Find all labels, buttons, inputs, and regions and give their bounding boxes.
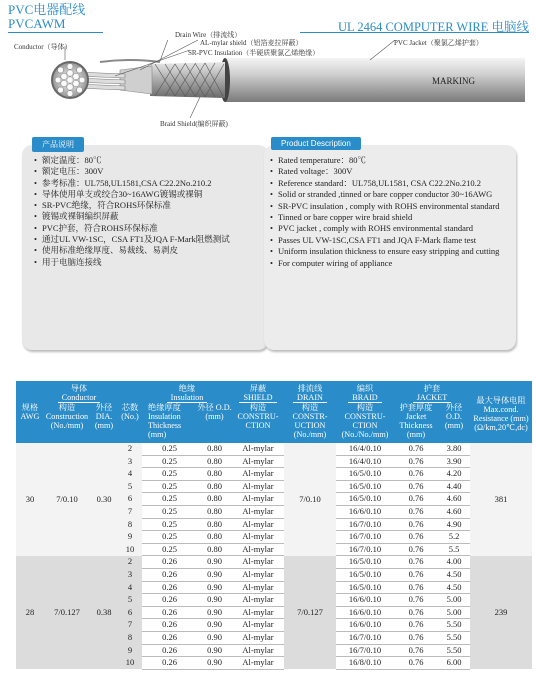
ins-thickness-cell: 0.26 — [142, 594, 197, 607]
ins-thickness-cell: 0.25 — [142, 480, 197, 493]
ins-thickness-cell: 0.25 — [142, 443, 197, 455]
cores-cell: 4 — [118, 468, 142, 481]
conductor-group-header: 导体 Conductor — [16, 381, 142, 403]
shield-cell: Al-mylar — [232, 556, 284, 569]
ins-od-cell: 0.90 — [197, 644, 232, 657]
jacket-od-cell: 4.90 — [438, 518, 470, 531]
awg-header: 规格 AWG — [16, 403, 44, 443]
jacket-od-cell: 5.50 — [438, 619, 470, 632]
cores-cell: 7 — [118, 505, 142, 518]
list-item: • 使用标准绝缘厚度、易裁线、易剥皮 — [34, 245, 262, 256]
cores-cell: 7 — [118, 619, 142, 632]
callout-pvc-jacket: PVC Jacket（聚氯乙烯护套） — [394, 39, 483, 47]
braid-cell: 16/5/0.10 — [336, 581, 394, 594]
shield-cell: Al-mylar — [232, 657, 284, 670]
braid-cell: 16/7/0.10 — [336, 644, 394, 657]
callout-drain: Drain Wire（排流线） — [175, 31, 242, 39]
jacket-od-cell: 5.00 — [438, 606, 470, 619]
ins-thickness-cell: 0.26 — [142, 657, 197, 670]
resistance-cell: 239 — [470, 556, 532, 669]
ins-od-cell: 0.90 — [197, 568, 232, 581]
jacket-thickness-cell: 0.76 — [394, 518, 438, 531]
shield-cell: Al-mylar — [232, 644, 284, 657]
jacket-thickness-cell: 0.76 — [394, 581, 438, 594]
ins-od-cell: 0.80 — [197, 543, 232, 556]
list-item: • 参考标准：UL758,UL1581,CSA C22.2No.210.2 — [34, 178, 262, 189]
braid-cell: 16/6/0.10 — [336, 606, 394, 619]
page-subtitle: PVCAWM — [8, 16, 66, 31]
cn-feature-list — [34, 155, 262, 268]
en-feature-list — [270, 155, 508, 269]
dia-cell: 0.30 — [90, 443, 118, 556]
shield-cell: Al-mylar — [232, 493, 284, 506]
jacket-od-cell: 6.00 — [438, 657, 470, 670]
cores-cell: 2 — [118, 556, 142, 569]
shield-cell: Al-mylar — [232, 594, 284, 607]
shield-cell: Al-mylar — [232, 606, 284, 619]
jacket-thickness-cell: 0.76 — [394, 493, 438, 506]
insulation-group-header: 绝缘 Insulation — [142, 381, 232, 403]
construction-cell: 7/0.127 — [44, 556, 90, 669]
awg-30-group — [16, 443, 532, 556]
list-item: • PVC jacket , comply with ROHS environmental standard — [270, 223, 508, 234]
jacket-od-cell: 4.60 — [438, 505, 470, 518]
braid-cell: 16/7/0.10 — [336, 518, 394, 531]
table-row — [16, 556, 532, 569]
callout-conductor: Conductor（导体） — [14, 43, 72, 51]
resistance-header: 最大导体电阻 Max.cond. Resistance (mm)(Ω/km,20℃,dc) — [470, 381, 532, 443]
ins-od-cell: 0.80 — [197, 443, 232, 455]
shield-cell: Al-mylar — [232, 581, 284, 594]
jacket-od-cell: 5.5 — [438, 543, 470, 556]
construction-header: 构造 Construction (No./mm) — [44, 403, 90, 443]
ins-thickness-cell: 0.26 — [142, 631, 197, 644]
ins-thickness-cell: 0.25 — [142, 493, 197, 506]
ins-thickness-cell: 0.25 — [142, 505, 197, 518]
spec-table — [16, 381, 532, 670]
cores-cell: 8 — [118, 518, 142, 531]
shield-cell: Al-mylar — [232, 518, 284, 531]
ins-thickness-cell: 0.26 — [142, 619, 197, 632]
list-item: • Solid or stranded ,tinned or bare copper conductor 30~16AWG — [270, 189, 508, 200]
cores-cell: 2 — [118, 443, 142, 455]
braid-cell: 16/5/0.10 — [336, 468, 394, 481]
ins-od-cell: 0.90 — [197, 631, 232, 644]
callout-braid: Braid Shield(编织屏蔽) — [160, 120, 228, 128]
shield-cell: Al-mylar — [232, 531, 284, 544]
list-item: • 额定电压：300V — [34, 166, 262, 177]
ins-thickness-cell: 0.26 — [142, 581, 197, 594]
jacket-thickness-cell: 0.76 — [394, 531, 438, 544]
drain-cell: 7/0.10 — [284, 443, 336, 556]
ins-od-cell: 0.80 — [197, 531, 232, 544]
drain-construction-header: 构造 CONSTR-UCTION (No./mm) — [284, 403, 336, 443]
ins-od-cell: 0.90 — [197, 556, 232, 569]
ins-od-cell: 0.80 — [197, 493, 232, 506]
cable-marking: MARKING — [432, 76, 476, 86]
jacket-od-cell: 3.90 — [438, 455, 470, 468]
shield-cell: Al-mylar — [232, 505, 284, 518]
braid-cell: 16/4/0.10 — [336, 443, 394, 455]
ins-od-cell: 0.90 — [197, 619, 232, 632]
list-item: • 镀锡或裸铜编织屏蔽 — [34, 211, 262, 222]
jacket-thickness-cell: 0.76 — [394, 594, 438, 607]
ins-od-cell: 0.90 — [197, 594, 232, 607]
en-description-heading: Product Description — [271, 137, 361, 150]
shield-cell: Al-mylar — [232, 468, 284, 481]
jacket-thickness-cell: 0.76 — [394, 468, 438, 481]
braid-group-header: 编织 BRAID — [336, 381, 394, 403]
braid-cell: 16/5/0.10 — [336, 556, 394, 569]
ins-od-cell: 0.80 — [197, 480, 232, 493]
list-item: • Tinned or bare copper wire braid shield — [270, 212, 508, 223]
dia-cell: 0.38 — [90, 556, 118, 669]
product-name: UL 2464 COMPUTER WIRE 电脑线 — [338, 20, 529, 34]
shield-group-header: 屏蔽 SHIELD — [232, 381, 284, 403]
ins-od-header: 外径 O.D. (mm) — [197, 403, 232, 443]
ins-od-cell: 0.80 — [197, 505, 232, 518]
jacket-od-cell: 4.60 — [438, 493, 470, 506]
ins-thickness-cell: 0.25 — [142, 531, 197, 544]
jacket-thickness-cell: 0.76 — [394, 443, 438, 455]
cores-cell: 10 — [118, 657, 142, 670]
jacket-od-cell: 4.40 — [438, 480, 470, 493]
shield-cell: Al-mylar — [232, 480, 284, 493]
list-item: • 通过UL VW-1SC，CSA FT1及JQA F-Mark阻燃测试 — [34, 234, 262, 245]
jacket-od-cell: 3.80 — [438, 443, 470, 455]
braid-construction-header: 构造 CONSTRU-CTION (No./No./mm) — [336, 403, 394, 443]
list-item: • Uniform insulation thickness to ensure easy stripping and cutting — [270, 246, 508, 257]
cores-cell: 3 — [118, 455, 142, 468]
cores-cell: 5 — [118, 594, 142, 607]
jacket-od-header: 外径 O.D. (mm) — [438, 403, 470, 443]
jacket-thickness-cell: 0.76 — [394, 568, 438, 581]
drain-cell: 7/0.127 — [284, 556, 336, 669]
jacket-thickness-cell: 0.76 — [394, 543, 438, 556]
braid-cell: 16/4/0.10 — [336, 455, 394, 468]
jacket-od-cell: 5.00 — [438, 594, 470, 607]
ins-od-cell: 0.90 — [197, 657, 232, 670]
braid-cell: 16/7/0.10 — [336, 543, 394, 556]
ins-thickness-cell: 0.25 — [142, 455, 197, 468]
awg-28-group — [16, 556, 532, 669]
list-item: • SR-PVC insulation , comply with ROHS environmental standard — [270, 201, 508, 212]
list-item: • 导体使用单支或绞合30~16AWG镀锡或裸铜 — [34, 189, 262, 200]
braid-cell: 16/5/0.10 — [336, 568, 394, 581]
cores-cell: 9 — [118, 644, 142, 657]
cores-cell: 5 — [118, 480, 142, 493]
shield-construction-header: 构造 CONSTRU-CTION — [232, 403, 284, 443]
list-item: • PVC护套，符合ROHS环保标准 — [34, 223, 262, 234]
cores-cell: 3 — [118, 568, 142, 581]
jacket-thickness-cell: 0.76 — [394, 657, 438, 670]
jacket-od-cell: 4.50 — [438, 568, 470, 581]
ins-thickness-cell: 0.26 — [142, 644, 197, 657]
ins-od-cell: 0.90 — [197, 581, 232, 594]
braid-cell: 16/8/0.10 — [336, 657, 394, 670]
drain-group-header: 排流线 DRAIN — [284, 381, 336, 403]
ins-od-cell: 0.80 — [197, 518, 232, 531]
cores-cell: 9 — [118, 531, 142, 544]
cores-cell: 6 — [118, 606, 142, 619]
list-item: • 用于电脑连接线 — [34, 257, 262, 268]
ins-od-cell: 0.90 — [197, 606, 232, 619]
resistance-cell: 381 — [470, 443, 532, 556]
jacket-od-cell: 4.00 — [438, 556, 470, 569]
shield-cell: Al-mylar — [232, 443, 284, 455]
shield-cell: Al-mylar — [232, 568, 284, 581]
list-item: • Reference standard：UL758,UL1581, CSA C22.2No.210.2 — [270, 178, 508, 189]
shield-cell: Al-mylar — [232, 619, 284, 632]
jacket-thickness-header: 护套厚度 Jacket Thickness (mm) — [394, 403, 438, 443]
awg-cell: 28 — [16, 556, 44, 669]
list-item: • 额定温度：80℃ — [34, 155, 262, 166]
jacket-thickness-cell: 0.76 — [394, 606, 438, 619]
jacket-thickness-cell: 0.76 — [394, 556, 438, 569]
shield-cell: Al-mylar — [232, 631, 284, 644]
jacket-od-cell: 5.50 — [438, 644, 470, 657]
braid-cell: 16/7/0.10 — [336, 631, 394, 644]
jacket-thickness-cell: 0.76 — [394, 480, 438, 493]
ins-thickness-header: 绝缘厚度 Insulation Thickness (mm) — [142, 403, 197, 443]
cores-cell: 10 — [118, 543, 142, 556]
jacket-thickness-cell: 0.76 — [394, 505, 438, 518]
table-row — [16, 443, 532, 455]
jacket-thickness-cell: 0.76 — [394, 455, 438, 468]
ins-thickness-cell: 0.25 — [142, 543, 197, 556]
cores-cell: 8 — [118, 631, 142, 644]
braid-cell: 16/6/0.10 — [336, 505, 394, 518]
ins-od-cell: 0.80 — [197, 455, 232, 468]
jacket-thickness-cell: 0.76 — [394, 644, 438, 657]
shield-cell: Al-mylar — [232, 543, 284, 556]
shield-cell: Al-mylar — [232, 455, 284, 468]
jacket-od-cell: 5.2 — [438, 531, 470, 544]
braid-cell: 16/6/0.10 — [336, 594, 394, 607]
construction-cell: 7/0.10 — [44, 443, 90, 556]
braid-cell: 16/5/0.10 — [336, 493, 394, 506]
cores-cell: 4 — [118, 581, 142, 594]
jacket-body — [225, 58, 525, 102]
jacket-od-cell: 4.20 — [438, 468, 470, 481]
jacket-od-cell: 4.50 — [438, 581, 470, 594]
callout-al-mylar: AL-mylar shield（铝箔麦拉屏蔽） — [200, 39, 303, 47]
page-title: PVC电器配线 — [8, 2, 86, 17]
list-item: • Passes UL VW-1SC,CSA FT1 and JQA F-Mark flame test — [270, 235, 508, 246]
ins-thickness-cell: 0.26 — [142, 568, 197, 581]
drain-wire — [100, 60, 160, 62]
dia-header: 外径 DIA. (mm) — [90, 403, 118, 443]
product-underline — [300, 32, 529, 33]
awg-cell: 30 — [16, 443, 44, 556]
jacket-thickness-cell: 0.76 — [394, 631, 438, 644]
list-item: • SR-PVC绝缘，符合ROHS环保标准 — [34, 200, 262, 211]
ins-thickness-cell: 0.26 — [142, 606, 197, 619]
braid-cell: 16/7/0.10 — [336, 531, 394, 544]
cores-header: 芯数 (No.) — [118, 403, 142, 443]
ins-od-cell: 0.80 — [197, 468, 232, 481]
list-item: • Rated voltage：300V — [270, 166, 508, 177]
list-item: • For computer wiring of appliance — [270, 258, 508, 269]
list-item: • Rated temperature：80℃ — [270, 155, 508, 166]
ins-thickness-cell: 0.25 — [142, 518, 197, 531]
braid-cell: 16/5/0.10 — [336, 480, 394, 493]
braid-cell: 16/6/0.10 — [336, 619, 394, 632]
jacket-group-header: 护套 JACKET — [394, 381, 470, 403]
ins-thickness-cell: 0.25 — [142, 468, 197, 481]
jacket-od-cell: 5.50 — [438, 631, 470, 644]
cores-cell: 6 — [118, 493, 142, 506]
ins-thickness-cell: 0.26 — [142, 556, 197, 569]
jacket-thickness-cell: 0.76 — [394, 619, 438, 632]
callout-sr-pvc: SR-PVC Insulation（半硬质聚氯乙烯绝缘） — [188, 49, 320, 57]
title-underline — [8, 32, 103, 33]
cn-description-heading: 产品说明 — [32, 137, 84, 152]
